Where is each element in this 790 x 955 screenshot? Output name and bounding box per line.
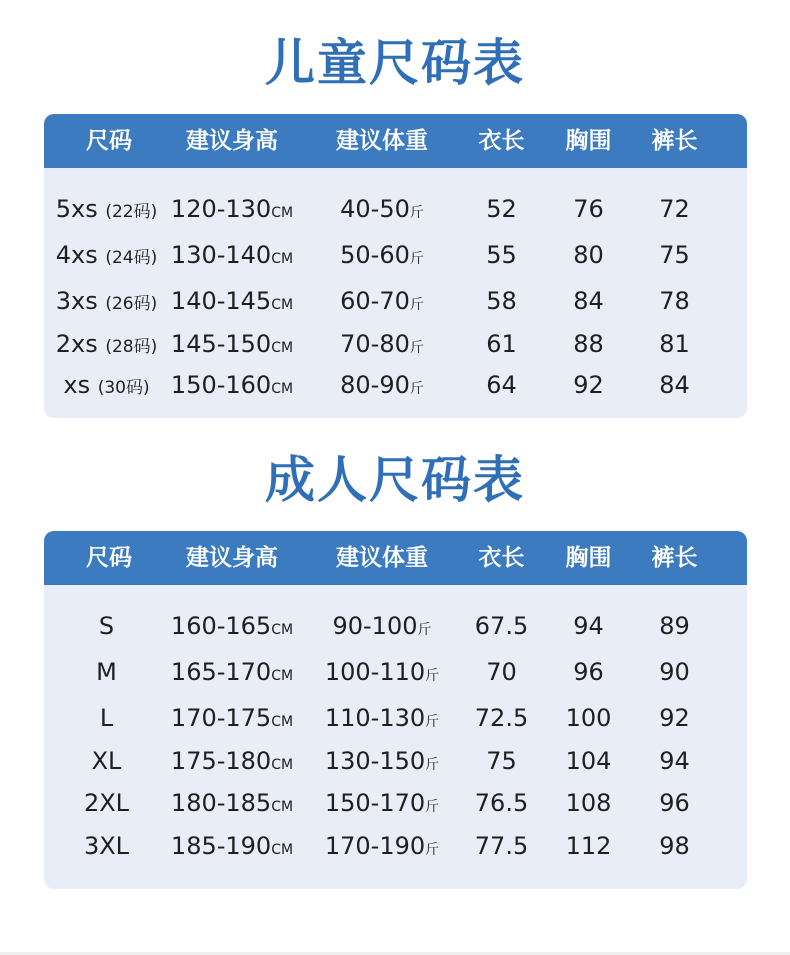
pants-cell: 84	[659, 371, 690, 399]
weight-cell	[312, 741, 452, 781]
adult-size-chart-title: 成人尺码表	[265, 451, 525, 509]
height-value: 185-190	[170, 832, 272, 860]
size-label: L	[99, 704, 114, 732]
pants-cell: 81	[659, 330, 690, 358]
chest-cell: 100	[565, 704, 612, 732]
size-cell	[44, 652, 169, 692]
size-label: M	[96, 658, 117, 686]
size-label: S	[98, 612, 115, 640]
size-cell	[44, 826, 169, 866]
length-cell: 72.5	[474, 704, 529, 732]
height-unit: CM	[271, 714, 294, 730]
height-value: 145-150	[170, 330, 272, 358]
size-code: (28码)	[105, 337, 158, 357]
weight-unit: 斤	[409, 297, 424, 313]
weight-unit: 斤	[409, 205, 424, 221]
chest-cell: 76	[573, 195, 604, 223]
height-cell	[162, 698, 302, 738]
size-cell	[44, 606, 169, 646]
size-label: 3XL	[83, 832, 130, 860]
weight-value: 80-90	[340, 371, 410, 399]
size-label: 2XL	[83, 789, 130, 817]
kids-size-chart-title: 儿童尺码表	[265, 34, 525, 92]
chest-cell: 88	[573, 330, 604, 358]
weight-unit: 斤	[425, 757, 440, 773]
length-cell: 70	[486, 658, 517, 686]
pants-cell: 94	[659, 747, 690, 775]
weight-cell	[312, 365, 452, 405]
height-unit: CM	[271, 205, 294, 221]
size-label: XL	[91, 747, 122, 775]
size-label: 2xs	[55, 330, 98, 358]
length-cell: 75	[486, 747, 517, 775]
adult-header-size: 尺码	[86, 545, 132, 571]
adult-table-header	[44, 531, 747, 585]
height-unit: CM	[271, 622, 294, 638]
kids-header-length: 衣长	[478, 128, 525, 154]
pants-cell: 98	[659, 832, 690, 860]
height-value: 130-140	[170, 241, 272, 269]
size-label: xs	[63, 371, 91, 399]
weight-value: 50-60	[340, 241, 410, 269]
pants-cell: 75	[659, 241, 690, 269]
weight-cell	[312, 235, 452, 275]
height-value: 140-145	[170, 287, 272, 315]
height-unit: CM	[271, 668, 294, 684]
kids-size-table	[44, 114, 747, 418]
chest-cell: 112	[565, 832, 612, 860]
chest-cell: 104	[565, 747, 612, 775]
chest-cell: 92	[573, 371, 604, 399]
pants-cell: 89	[659, 612, 690, 640]
length-cell: 76.5	[474, 789, 529, 817]
weight-value: 150-170	[324, 789, 426, 817]
weight-unit: 斤	[409, 251, 424, 267]
size-cell	[44, 698, 169, 738]
weight-value: 130-150	[324, 747, 426, 775]
pants-cell: 92	[659, 704, 690, 732]
adult-size-table	[44, 531, 747, 889]
chest-cell: 80	[573, 241, 604, 269]
size-cell	[44, 281, 169, 321]
weight-cell	[312, 189, 452, 229]
weight-cell	[312, 324, 452, 364]
size-code: (24码)	[105, 248, 158, 268]
height-cell	[162, 189, 302, 229]
weight-cell	[312, 698, 452, 738]
adult-header-weight: 建议体重	[336, 545, 428, 571]
height-value: 165-170	[170, 658, 272, 686]
height-value: 120-130	[170, 195, 272, 223]
height-unit: CM	[271, 340, 294, 356]
height-value: 150-160	[170, 371, 272, 399]
kids-header-size: 尺码	[86, 128, 132, 154]
pants-cell: 78	[659, 287, 690, 315]
weight-cell	[312, 281, 452, 321]
size-label: 4xs	[55, 241, 98, 269]
height-unit: CM	[271, 757, 294, 773]
size-label: 5xs	[55, 195, 98, 223]
weight-unit: 斤	[425, 714, 440, 730]
pants-cell: 72	[659, 195, 690, 223]
adult-header-chest: 胸围	[565, 545, 612, 571]
kids-header-pants: 裤长	[651, 128, 698, 154]
size-cell	[44, 189, 169, 229]
height-cell	[162, 826, 302, 866]
height-unit: CM	[271, 297, 294, 313]
weight-unit: 斤	[425, 799, 440, 815]
weight-unit: 斤	[409, 340, 424, 356]
height-cell	[162, 652, 302, 692]
chest-cell: 84	[573, 287, 604, 315]
height-cell	[162, 783, 302, 823]
size-cell	[44, 324, 169, 364]
length-cell: 67.5	[474, 612, 529, 640]
length-cell: 77.5	[474, 832, 529, 860]
kids-header-height: 建议身高	[186, 128, 278, 154]
adult-header-pants: 裤长	[651, 545, 698, 571]
length-cell: 55	[486, 241, 517, 269]
height-value: 170-175	[170, 704, 272, 732]
height-unit: CM	[271, 799, 294, 815]
chest-cell: 108	[565, 789, 612, 817]
chest-cell: 96	[573, 658, 604, 686]
height-cell	[162, 741, 302, 781]
size-label: 3xs	[55, 287, 98, 315]
height-unit: CM	[271, 381, 294, 397]
weight-unit: 斤	[417, 622, 432, 638]
weight-value: 100-110	[324, 658, 426, 686]
weight-cell	[312, 606, 452, 646]
kids-header-chest: 胸围	[565, 128, 612, 154]
weight-value: 90-100	[332, 612, 418, 640]
weight-unit: 斤	[425, 842, 440, 858]
weight-cell	[312, 652, 452, 692]
weight-cell	[312, 826, 452, 866]
size-cell	[44, 235, 169, 275]
height-unit: CM	[271, 251, 294, 267]
height-unit: CM	[271, 842, 294, 858]
size-cell	[44, 783, 169, 823]
weight-value: 60-70	[340, 287, 410, 315]
kids-header-weight: 建议体重	[336, 128, 428, 154]
height-cell	[162, 606, 302, 646]
height-value: 175-180	[170, 747, 272, 775]
length-cell: 61	[486, 330, 517, 358]
weight-unit: 斤	[409, 381, 424, 397]
weight-value: 70-80	[340, 330, 410, 358]
height-cell	[162, 365, 302, 405]
size-code: (22码)	[105, 202, 158, 222]
pants-cell: 90	[659, 658, 690, 686]
adult-header-height: 建议身高	[186, 545, 278, 571]
length-cell: 52	[486, 195, 517, 223]
weight-value: 40-50	[340, 195, 410, 223]
adult-header-length: 衣长	[478, 545, 525, 571]
length-cell: 58	[486, 287, 517, 315]
height-cell	[162, 235, 302, 275]
length-cell: 64	[486, 371, 517, 399]
weight-value: 110-130	[324, 704, 426, 732]
size-code: (26码)	[105, 294, 158, 314]
height-value: 160-165	[170, 612, 272, 640]
pants-cell: 96	[659, 789, 690, 817]
height-cell	[162, 324, 302, 364]
size-cell	[44, 365, 169, 405]
weight-unit: 斤	[425, 668, 440, 684]
weight-value: 170-190	[324, 832, 426, 860]
size-code: (30码)	[97, 378, 150, 398]
size-cell	[44, 741, 169, 781]
height-value: 180-185	[170, 789, 272, 817]
height-cell	[162, 281, 302, 321]
weight-cell	[312, 783, 452, 823]
chest-cell: 94	[573, 612, 604, 640]
kids-table-header	[44, 114, 747, 168]
